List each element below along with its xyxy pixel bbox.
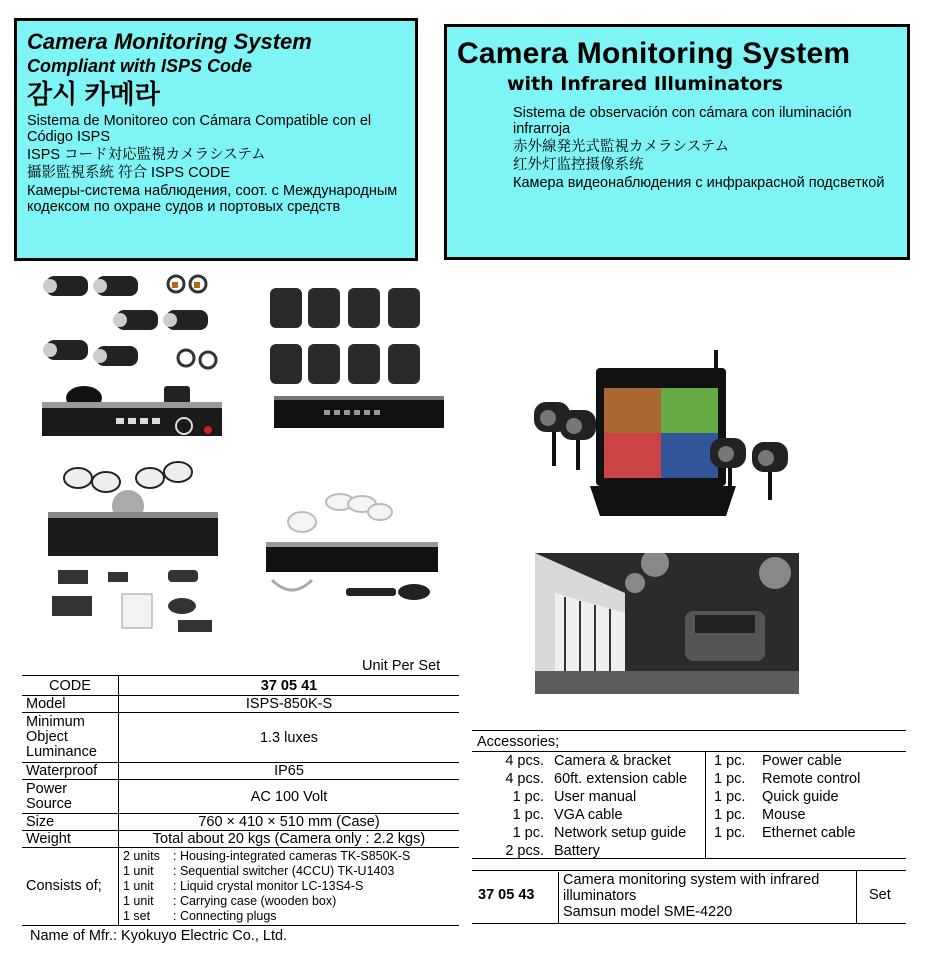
list-item: 1 pc. User manual [512, 789, 637, 805]
consists-item: 1 unit : Carrying case (wooden box) [123, 894, 337, 908]
spec-key: Minimum Object Luminance [22, 713, 119, 763]
spec-value: 37 05 41 [119, 676, 460, 696]
dvr-kit-photo-2 [264, 278, 450, 438]
isps-japanese-title: ISPS コード対応監視カメラシステム [27, 147, 266, 163]
isps-chinese-title: 攝影監視系統 符合 ISPS CODE [27, 165, 231, 181]
infrared-spanish-title: Sistema de observación con cámara con iluminación infrarroja [513, 105, 852, 137]
list-item: 1 pc. Quick guide [714, 789, 839, 805]
product-row [472, 870, 906, 924]
isps-russian-title: Камеры-система наблюдения, соот. с Международным кодексом по охране судов и портовых средств [27, 183, 398, 215]
divider [472, 730, 906, 731]
dvr-kit-photo-1 [36, 268, 236, 448]
list-item: 2 pcs. Battery [505, 843, 600, 859]
consists-item: 1 unit : Liquid crystal monitor LC-13S4-S [123, 879, 364, 893]
table-row [22, 780, 459, 814]
divider [705, 752, 706, 858]
list-item: 4 pcs. Camera & bracket [505, 753, 671, 769]
spec-key: Model [22, 696, 119, 713]
product-unit: Set [869, 887, 891, 903]
wireless-monitor-kit-photo [530, 346, 806, 522]
isps-subtitle: Compliant with ISPS Code [27, 56, 253, 76]
product-description: Camera monitoring system with infrared illuminators Samsun model SME-4220 [558, 872, 843, 923]
product-unit-cell [856, 871, 907, 923]
spec-key: Consists of; [22, 848, 119, 926]
list-item: 1 pc. Mouse [714, 807, 806, 823]
list-item: 4 pcs. 60ft. extension cable [505, 771, 688, 787]
isps-korean-title: 감시 카메라 [27, 79, 160, 109]
spec-value: AC 100 Volt [119, 780, 460, 814]
accessories-right-list [714, 752, 860, 842]
night-vision-sample-photo [535, 553, 799, 694]
spec-value: 760 × 410 × 510 mm (Case) [119, 814, 460, 831]
isps-title-box [14, 18, 418, 261]
table-row [22, 763, 459, 780]
spec-value: 1.3 luxes [119, 713, 460, 763]
accessories-title: Accessories; [477, 734, 560, 750]
dvr-kit-photo-4 [262, 490, 442, 610]
divider [472, 858, 906, 859]
accessories-left-list [474, 752, 687, 860]
unit-per-set-label: Unit Per Set [362, 658, 441, 674]
infrared-title-box [444, 24, 910, 260]
table-row [22, 713, 459, 763]
consists-item: 1 set : Connecting plugs [123, 909, 277, 923]
table-row [22, 676, 459, 696]
list-item: 1 pc. Ethernet cable [714, 825, 856, 841]
table-row [22, 831, 459, 848]
table-row [22, 848, 459, 926]
consists-item: 1 unit : Sequential switcher (4CCU) TK-U1403 [123, 864, 395, 878]
list-item: 1 pc. Power cable [714, 753, 842, 769]
spec-value: ISPS-850K-S [119, 696, 460, 713]
spec-key: Size [22, 814, 119, 831]
isps-title: Camera Monitoring System [27, 29, 312, 54]
infrared-russian-title: Камера видеонаблюдения с инфракрасной подсветкой [513, 175, 885, 191]
isps-spanish-title: Sistema de Monitoreo con Cámara Compatible con el Código ISPS [27, 113, 372, 145]
table-row [22, 696, 459, 713]
list-item: 1 pc. Network setup guide [512, 825, 687, 841]
dvr-kit-photo-3 [38, 460, 228, 640]
table-row [22, 814, 459, 831]
spec-key: Weight [22, 831, 119, 848]
infrared-chinese-title: 红外灯监控摄像系统 [513, 157, 644, 173]
list-item: 1 pc. VGA cable [512, 807, 623, 823]
product-code: 37 05 43 [478, 887, 535, 903]
infrared-title: Camera Monitoring System [457, 37, 851, 70]
spec-key: CODE [22, 676, 119, 696]
infrared-japanese-title: 赤外線発光式監視カメラシステム [513, 139, 730, 155]
isps-spec-table [22, 675, 459, 926]
spec-key: Waterproof [22, 763, 119, 780]
infrared-subtitle: with Infrared Illuminators [507, 73, 783, 95]
list-item: 1 pc. Remote control [714, 771, 861, 787]
manufacturer-name: Name of Mfr.: Kyokuyo Electric Co., Ltd. [30, 928, 288, 944]
consists-item: 2 units : Housing-integrated cameras TK-S850K-S [123, 849, 411, 863]
spec-key: Power Source [22, 780, 119, 814]
spec-value: Total about 20 kgs (Camera only : 2.2 kgs) [119, 831, 460, 848]
spec-value: IP65 [119, 763, 460, 780]
